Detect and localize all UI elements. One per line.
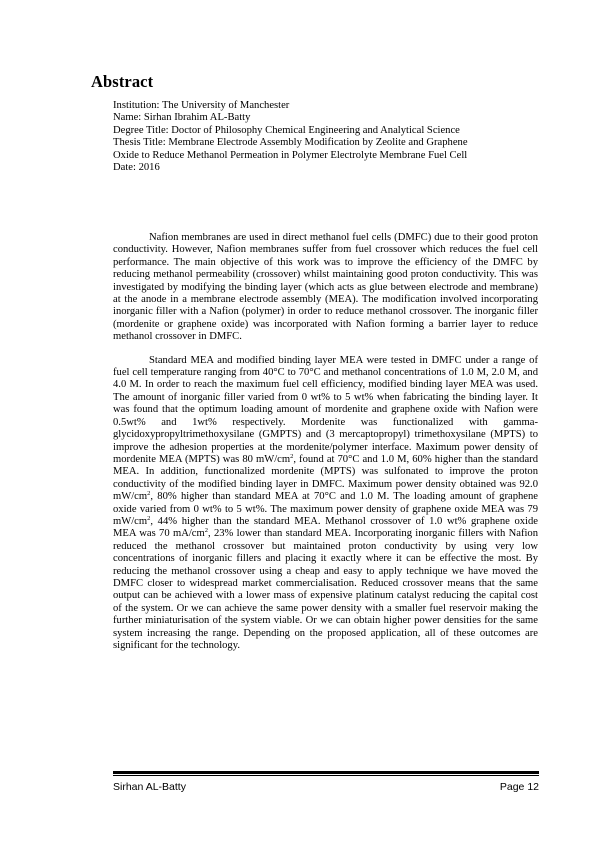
page-footer: [113, 781, 539, 793]
superscript-2: 2: [147, 514, 151, 522]
paragraph-2-segment-1: Standard MEA and modified binding layer MEA were tested in DMFC under a range of fuel cell temperature ranging from 40°C to 70°C and methanol concentrations of 1.0 M, 2.0 M, and 4.0 M. In order to reach the maximum fuel cell efficiency, modified binding layer MEA was used. The amount of inorganic filler varied from 0 wt% to 5 wt% when fabricating the binding layer. It was found that the optimum loading amount of mordenite and graphene oxide with Nafion were 0.5wt% and 1wt% respectively. Mordenite was functionalized with gamma-glycidoxypropyltrimethoxysilane (GMPTS) and (3 mercaptopropyl) trimethoxysilane (MPTS) to improve the adhesion properties at the mordenite/polymer interface. Maximum power density of mordenite MEA (MPTS) was 80 mW/cm: [113, 354, 538, 465]
footer-rule-thick: [113, 771, 539, 774]
abstract-heading: Abstract: [91, 72, 154, 91]
paragraph-2-segment-3: , 80% higher than standard MEA at 70°C and 1.0 M. The loading amount of graphene oxide varied from 0 wt% to 5 wt%. The maximum power density of graphene oxide MEA was 79 mW/cm: [113, 491, 538, 527]
superscript-2: 2: [290, 452, 294, 460]
institution-line: Institution: The University of Manchester: [113, 100, 290, 111]
thesis-title-line-1: Thesis Title: Membrane Electrode Assembly Modification by Zeolite and Graphene: [113, 137, 468, 149]
paragraph-2-segment-5: , 23% lower than standard MEA. Incorporating inorganic fillers with Nafion reduced the methanol crossover but maintained proton conductivity by using very low concentrations of inorganic fillers and placing it exactly where it can be effective the most. By reducing the methanol crossover using a cheap and easy to apply technique we have moved the DMFC closer to widespread market commercialisation. Reduced crossover means that the same output can be achieved with a lower mass of expensive platinum catalyst reducing the capital cost of the system. Or we can achieve the same power density with a smaller fuel reservoir making the further miniaturisation of the system viable. Or we can obtain higher power densities for the same system increasing the range. Depending on the proposed application, all of these outcomes are significant for the technology.: [113, 528, 539, 651]
footer-rule-thin: [113, 775, 539, 776]
abstract-paragraph-2: [113, 355, 538, 653]
thesis-metadata: [113, 100, 533, 174]
date-line: Date: 2016: [113, 162, 160, 174]
page-number: Page 12: [499, 781, 539, 793]
abstract-body: [113, 232, 538, 652]
degree-title-line: Degree Title: Doctor of Philosophy Chemical Engineering and Analytical Science: [113, 124, 460, 136]
footer-author: Sirhan AL-Batty: [113, 781, 186, 793]
superscript-2: 2: [147, 490, 151, 498]
superscript-2: 2: [204, 527, 208, 535]
paragraph-2-segment-2: , found at 70°C and 1.0 M, 60% higher than the standard MEA. In addition, functionalized mordenite (MPTS) was sulfonated to improve the proton conductivity of the modified binding layer in DMFC. Maximum power density obtained was 92.0 mW/cm: [113, 453, 538, 503]
abstract-paragraph-1: Nafion membranes are used in direct methanol fuel cells (DMFC) due to their good proton conductivity. However, Nafion membranes suffer from fuel crossover which reduces the fuel cell performance. The main objective of this work was to improve the efficiency of the DMFC by reducing methanol permeability (crossover) whilst maintaining good proton conductivity. This was investigated by modifying the binding layer (which acts as glue between electrode and membrane) at the anode in a membrane electrode assembly (MEA). The modification involved incorporating inorganic filler with a Nafion (polymer) in order to reduce methanol crossover. The inorganic filler (mordenite or graphene oxide) was incorporated with Nafion forming a barrier layer to reduce methanol crossover in DMFC.: [113, 232, 538, 343]
paragraph-2-segment-4: , 44% higher than the standard MEA. Methanol crossover of 1.0 wt% graphene oxide MEA was 70 mA/cm: [113, 515, 538, 540]
thesis-title-line-2: Oxide to Reduce Methanol Permeation in Polymer Electrolyte Membrane Fuel Cell: [113, 149, 468, 161]
author-name-line: Name: Sirhan Ibrahim AL-Batty: [113, 112, 251, 124]
